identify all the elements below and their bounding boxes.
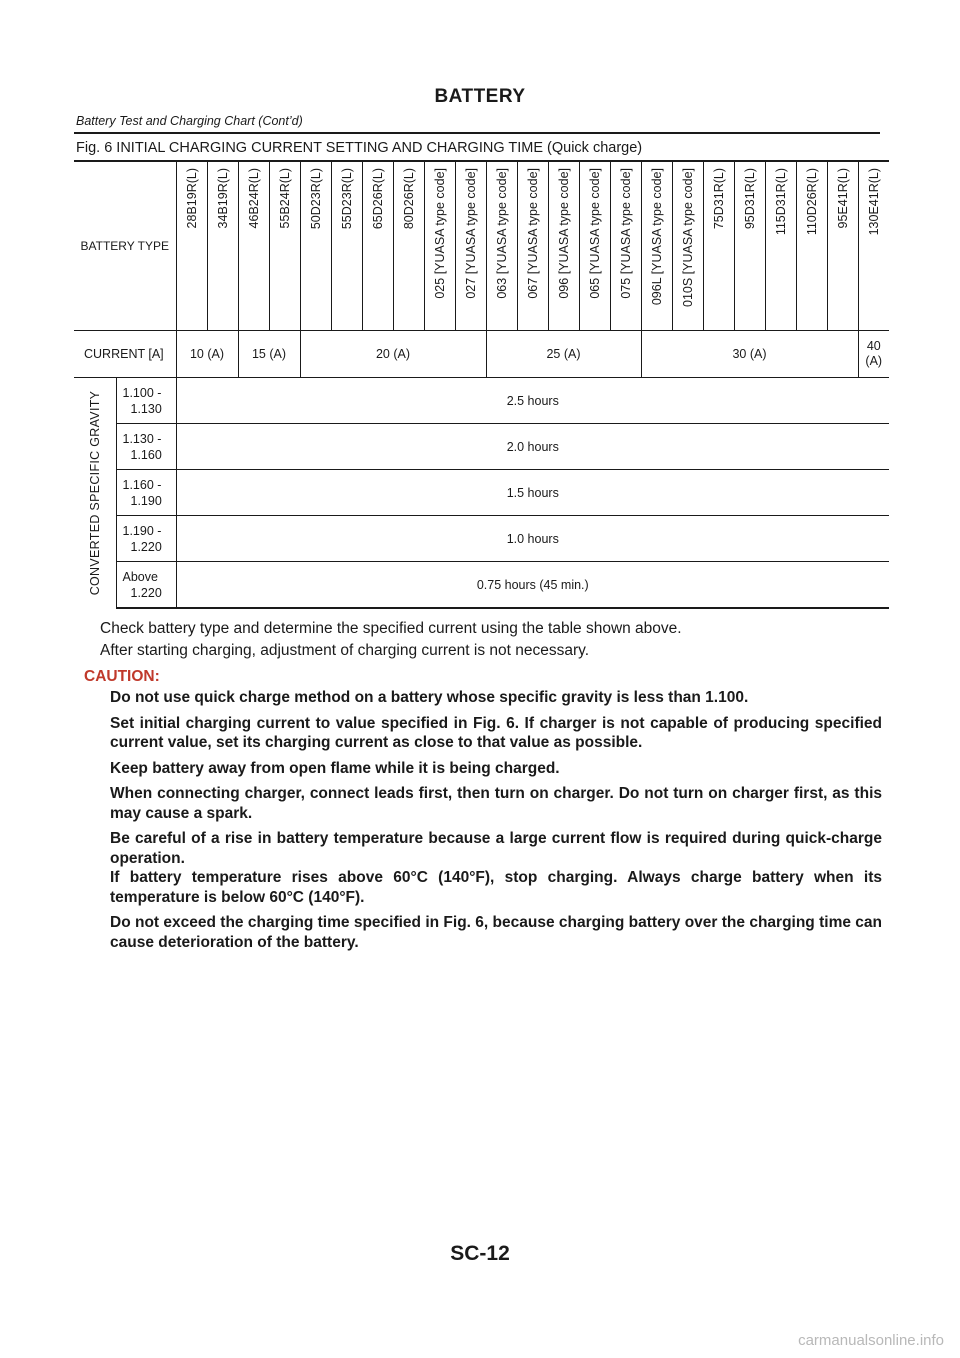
battery-type-cell (641, 161, 672, 331)
range-end: 1.130 (130, 401, 162, 416)
page-number: SC-12 (450, 1242, 510, 1265)
body-paragraph: After starting charging, adjustment of charging current is not necessary. (100, 642, 590, 659)
battery-type-text: 65D26R(L) (370, 168, 385, 230)
battery-type-text: 75D31R(L) (711, 168, 726, 230)
caution-item: When connecting charger, connect leads first, then turn on charger. Do not turn on charger first, as this may cause a spark. (110, 785, 882, 822)
battery-type-text: 55D23R(L) (339, 168, 354, 230)
body-paragraph: Check battery type and determine the specified current using the table shown above. (100, 620, 682, 637)
battery-type-text: 027 [YUASA type code] (463, 168, 478, 299)
battery-type-cell (796, 161, 827, 331)
battery-type-text: 065 [YUASA type code] (587, 168, 602, 299)
caution-item: Do not exceed the charging time specified in Fig. 6, because charging battery over the charging time can cause deterioration of the battery. (110, 914, 882, 951)
battery-type-cell (455, 161, 486, 331)
battery-type-cell (579, 161, 610, 331)
battery-type-cell (207, 161, 238, 331)
battery-type-cell (827, 161, 858, 331)
battery-type-cell (765, 161, 796, 331)
battery-type-text: 010S [YUASA type code] (680, 168, 695, 307)
battery-type-cell (672, 161, 703, 331)
gravity-row (74, 562, 889, 609)
battery-type-text: 28B19R(L) (184, 168, 199, 229)
charging-chart-table (74, 160, 889, 609)
current-value: 30 (A) (641, 331, 858, 378)
current-value: 40 (A) (858, 331, 889, 378)
battery-type-text: 025 [YUASA type code] (432, 168, 447, 299)
battery-type-text: 067 [YUASA type code] (525, 168, 540, 299)
range-end: 1.220 (130, 539, 162, 554)
battery-type-text: 130E41R(L) (866, 168, 881, 236)
battery-type-text: 50D23R(L) (308, 168, 323, 230)
gravity-row (74, 424, 889, 470)
current-value: 10 (A) (176, 331, 238, 378)
battery-type-cell (610, 161, 641, 331)
battery-type-text: 115D31R(L) (773, 168, 788, 236)
charging-time: 2.5 hours (176, 378, 889, 424)
current-label: CURRENT [A] (74, 331, 176, 378)
battery-type-text: 096L [YUASA type code] (649, 168, 664, 306)
battery-type-cell (424, 161, 455, 331)
range-start: 1.100 - (122, 385, 162, 400)
gravity-range (116, 516, 176, 562)
range-end: 1.160 (130, 447, 162, 462)
charging-time: 1.0 hours (176, 516, 889, 562)
caution-item: If battery temperature rises above 60°C (140°F), stop charging. Always charge battery when its temperature is below 60°C (140°F). (110, 869, 882, 906)
range-start: 1.190 - (122, 523, 162, 538)
battery-type-cell (393, 161, 424, 331)
header-divider (74, 132, 880, 134)
range-start: 1.160 - (122, 477, 162, 492)
battery-type-cell (300, 161, 331, 331)
charging-time: 1.5 hours (176, 470, 889, 516)
footer-watermark-url: carmanualsonline.info (798, 1332, 944, 1349)
battery-type-text: 95E41R(L) (835, 168, 850, 229)
caution-item: Keep battery away from open flame while it is being charged. (110, 759, 560, 777)
battery-type-cell (703, 161, 734, 331)
current-value: 15 (A) (238, 331, 300, 378)
charging-time: 0.75 hours (45 min.) (176, 562, 889, 609)
page-title: BATTERY (434, 86, 526, 107)
gravity-range (116, 378, 176, 424)
caution-item: Be careful of a rise in battery temperature because a large current flow is required during quick-charge operation. (110, 830, 882, 867)
gravity-row (74, 470, 889, 516)
battery-type-text: 34B19R(L) (215, 168, 230, 229)
gravity-row (74, 378, 889, 424)
gravity-label-text: CONVERTED SPECIFIC GRAVITY (87, 390, 102, 596)
battery-type-cell (486, 161, 517, 331)
battery-type-cell (238, 161, 269, 331)
battery-type-text: 110D26R(L) (804, 168, 819, 236)
current-row (74, 331, 889, 378)
figure-caption: Fig. 6 INITIAL CHARGING CURRENT SETTING AND CHARGING TIME (Quick charge) (76, 140, 643, 156)
battery-type-cell (176, 161, 207, 331)
section-subtitle: Battery Test and Charging Chart (Cont’d) (76, 114, 303, 128)
gravity-range (116, 470, 176, 516)
battery-type-cell (331, 161, 362, 331)
range-start: 1.130 - (122, 431, 162, 446)
charging-time: 2.0 hours (176, 424, 889, 470)
battery-type-text: 55B24R(L) (277, 168, 292, 229)
battery-type-cell (517, 161, 548, 331)
battery-type-text: 063 [YUASA type code] (494, 168, 509, 299)
range-end: 1.190 (130, 493, 162, 508)
battery-type-cell (858, 161, 889, 331)
battery-type-cell (269, 161, 300, 331)
current-value: 20 (A) (300, 331, 486, 378)
caution-list (110, 688, 882, 958)
gravity-range (116, 424, 176, 470)
battery-type-label: BATTERY TYPE (74, 161, 176, 331)
battery-type-cell (362, 161, 393, 331)
range-start: Above (122, 569, 158, 584)
battery-type-text: 075 [YUASA type code] (618, 168, 633, 299)
battery-type-text: 46B24R(L) (246, 168, 261, 229)
battery-type-text: 80D26R(L) (401, 168, 416, 230)
current-value: 25 (A) (486, 331, 641, 378)
battery-type-cell (548, 161, 579, 331)
battery-type-text: 096 [YUASA type code] (556, 168, 571, 299)
gravity-range (116, 562, 176, 609)
gravity-row (74, 516, 889, 562)
range-end: 1.220 (130, 585, 162, 600)
caution-label: CAUTION: (84, 668, 160, 685)
caution-item: Set initial charging current to value specified in Fig. 6. If charger is not capable of producing specified current value, set its charging current as close to that value as possible. (110, 714, 882, 751)
caution-item: Do not use quick charge method on a battery whose specific gravity is less than 1.100. (110, 689, 749, 706)
battery-type-row (74, 161, 889, 331)
gravity-side-label (74, 378, 116, 609)
battery-type-text: 95D31R(L) (742, 168, 757, 230)
battery-type-cell (734, 161, 765, 331)
